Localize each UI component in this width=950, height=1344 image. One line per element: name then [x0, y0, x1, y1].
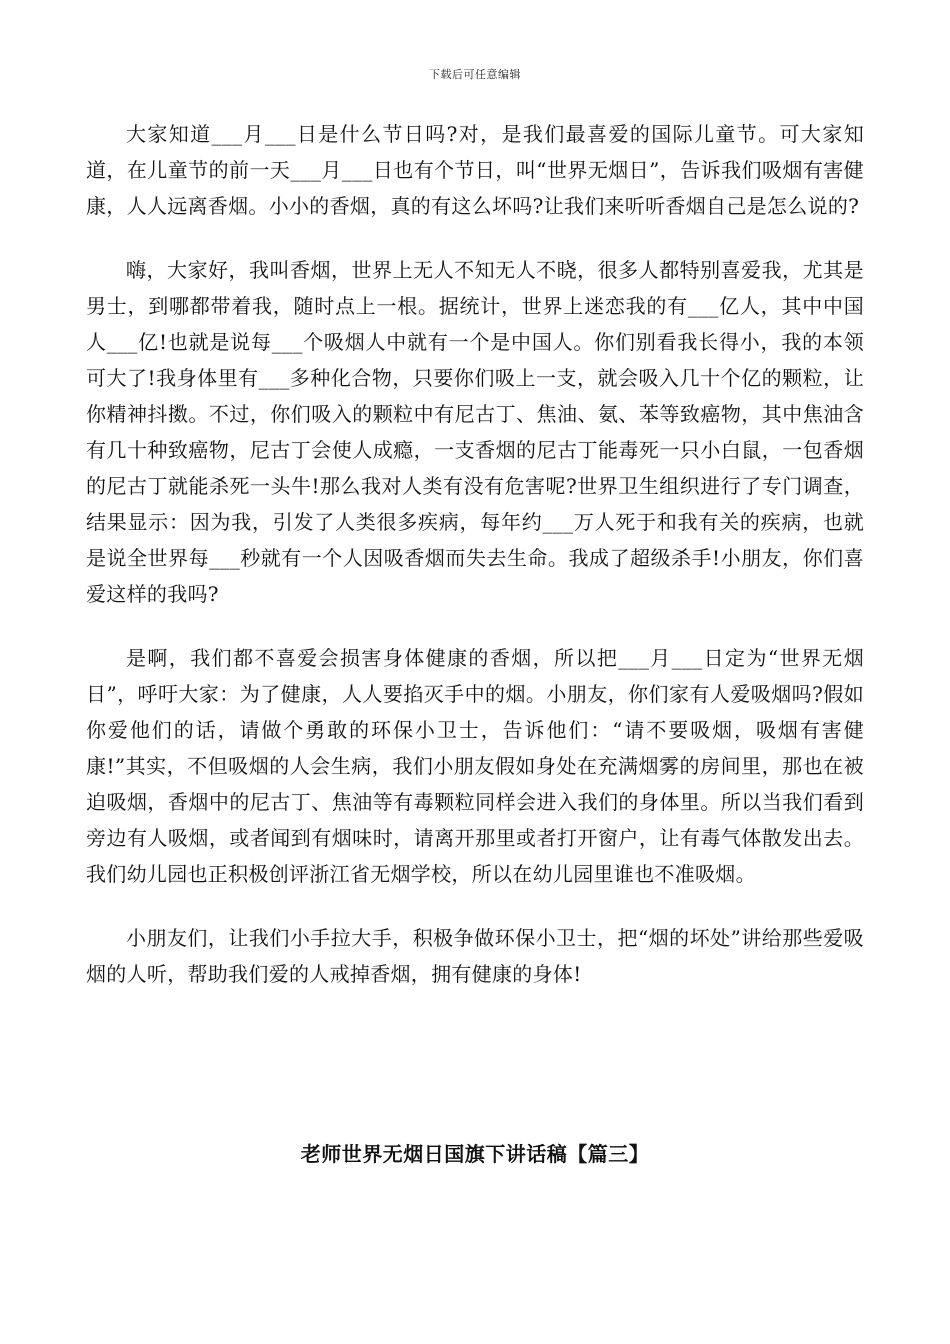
paragraph-3: 是啊，我们都不喜爱会损害身体健康的香烟，所以把___月___日定为“世界无烟日”，呼吁大家：为了健康，人人要掐灭手中的烟。小朋友，你们家有人爱吸烟吗?假如你爱他们的话，请做个勇敢的环保小卫士，告诉他们：“请不要吸烟，吸烟有害健康!”其实，不但吸烟的人会生病，我们小朋友假如身处在充满烟雾的房间里，那也在被迫吸烟，香烟中的尼古丁、焦油等有毒颗粒同样会进入我们的身体里。所以当我们看到旁边有人吸烟，或者闻到有烟味时，请离开那里或者打开窗户，让有毒气体散发出去。我们幼儿园也正积极创评浙江省无烟学校，所以在幼儿园里谁也不准吸烟。 [86, 646, 864, 886]
section-title: 老师世界无烟日国旗下讲话稿【篇三】 [300, 1142, 650, 1166]
body-text [86, 116, 864, 1020]
paragraph-4: 小朋友们，让我们小手拉大手，积极争做环保小卫士，把“烟的坏处”讲给那些爱吸烟的人听，帮助我们爱的人戒掉香烟，拥有健康的身体! [86, 926, 864, 986]
paragraph-2: 嗨，大家好，我叫香烟，世界上无人不知无人不晓，很多人都特别喜爱我，尤其是男士，到哪都带着我，随时点上一根。据统计，世界上迷恋我的有___亿人，其中中国人___亿!也就是说每___个吸烟人中就有一个是中国人。你们别看我长得小，我的本领可大了!我身体里有___多种化合物，只要你们吸上一支，就会吸入几十个亿的颗粒，让你精神抖擞。不过，你们吸入的颗粒中有尼古丁、焦油、氨、苯等致癌物，其中焦油含有几十种致癌物，尼古丁会使人成瘾，一支香烟的尼古丁能毒死一只小白鼠，一包香烟的尼古丁就能杀死一头牛!那么我对人类有没有危害呢?世界卫生组织进行了专门调查，结果显示：因为我，引发了人类很多疾病，每年约___万人死于和我有关的疾病，也就是说全世界每___秒就有一个人因吸香烟而失去生命。我成了超级杀手!小朋友，你们喜爱这样的我吗? [86, 258, 864, 606]
paragraph-1: 大家知道___月___日是什么节日吗?对，是我们最喜爱的国际儿童节。可大家知道，在儿童节的前一天___月___日也有个节日，叫“世界无烟日”，告诉我们吸烟有害健康，人人远离香烟。小小的香烟，真的有这么坏吗?让我们来听听香烟自己是怎么说的? [86, 122, 864, 218]
page-header-note: 下载后可任意编辑 [429, 68, 521, 81]
